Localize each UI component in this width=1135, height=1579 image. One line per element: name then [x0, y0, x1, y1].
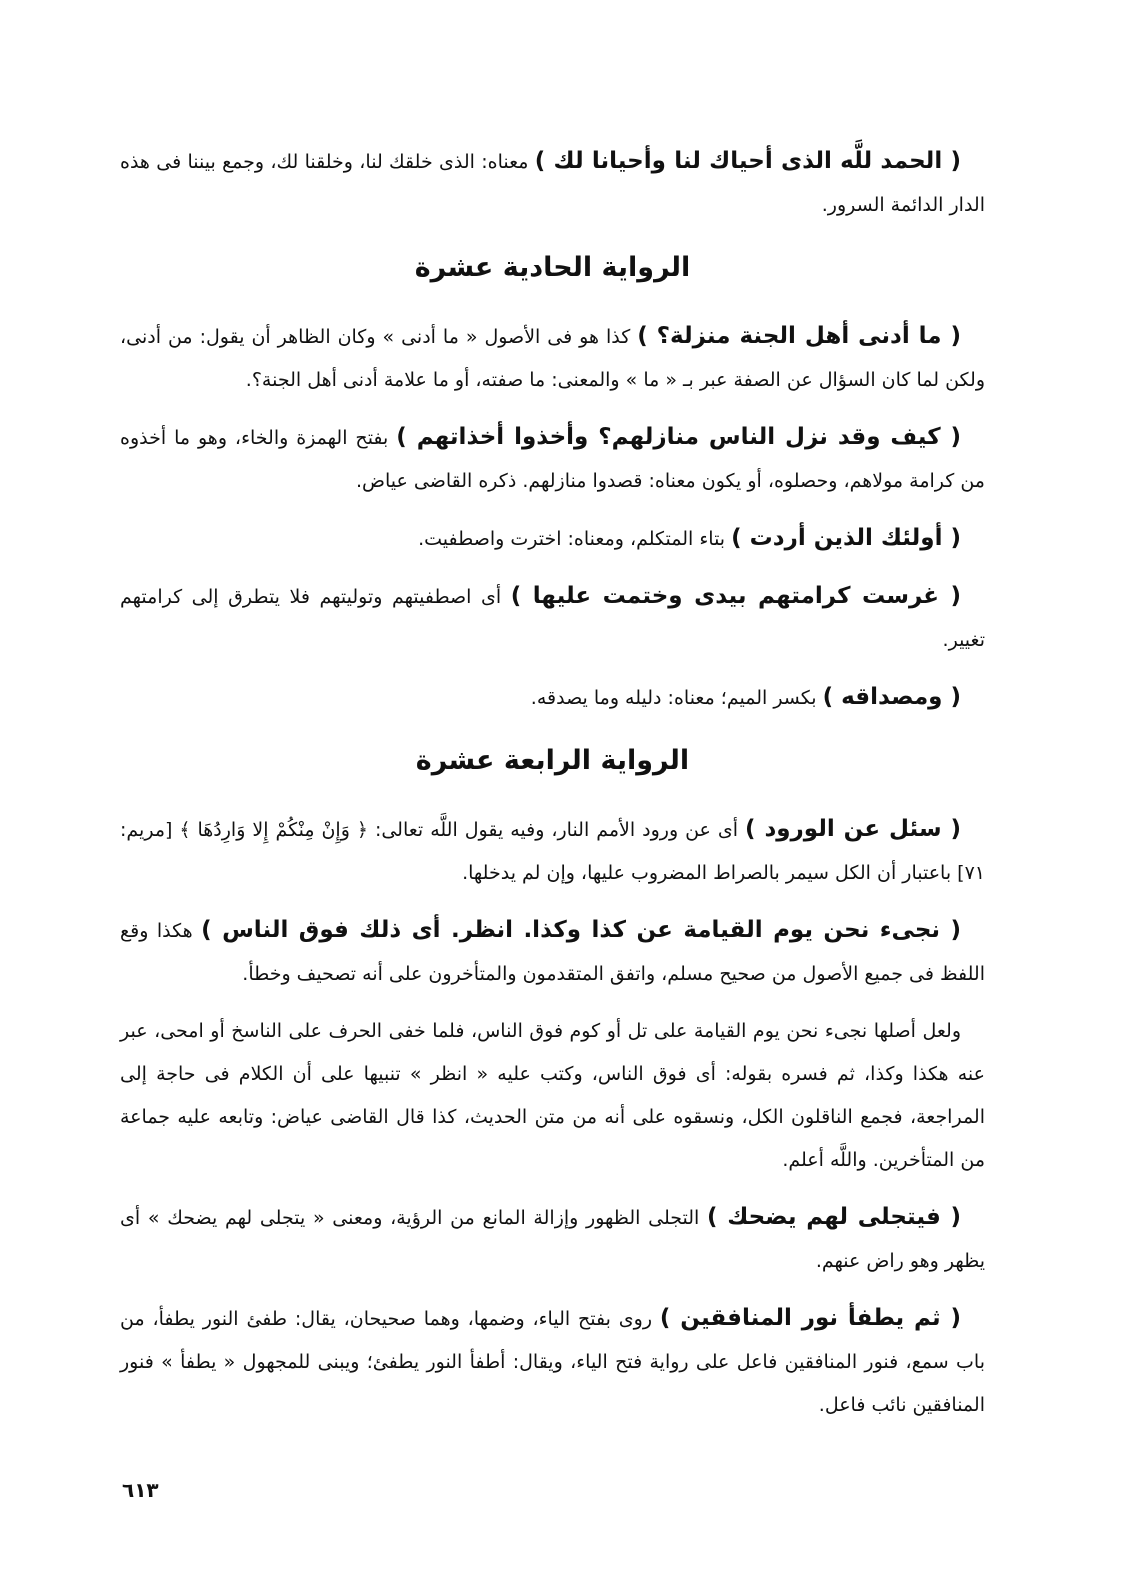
commentary: بكسر الميم؛ معناه: دليله وما يصدقه. — [530, 687, 823, 709]
entry-paragraph — [120, 416, 985, 503]
page-number: ٦١٣ — [122, 1478, 159, 1502]
entry-paragraph — [120, 575, 985, 662]
entry-paragraph — [120, 1196, 985, 1283]
entry-paragraph — [120, 676, 985, 720]
lemma: ( ما أدنى أهل الجنة منزلة؟ ) — [637, 323, 961, 349]
lemma: ( سئل عن الورود ) — [745, 816, 962, 842]
entry-paragraph — [120, 517, 985, 561]
entry-paragraph — [120, 315, 985, 402]
commentary: كذا هو فى الأصول « ما أدنى » وكان الظاهر أن يقول: من أدنى، ولكن لما كان السؤال عن الصفة عبر بـ « ما » والمعنى: ما صفته، أو ما علامة أدنى أهل الجنة؟. — [120, 326, 985, 391]
lemma: ( الحمد للَّه الذى أحياك لنا وأحيانا لك ) — [534, 148, 961, 174]
commentary: بتاء المتكلم، ومعناه: اخترت واصطفيت. — [418, 528, 732, 550]
commentary: هكذا وقع اللفظ فى جميع الأصول من صحيح مسلم، واتفق المتقدمون والمتأخرون على أنه تصحيف وخطأ. — [120, 920, 985, 985]
lemma: ( نجىء نحن يوم القيامة عن كذا وكذا. انظر. أى ذلك فوق الناس ) — [201, 917, 961, 943]
commentary: روى بفتح الياء، وضمها، وهما صحيحان، يقال: طفئ النور يطفأ، من باب سمع، فنور المنافقين فاعل على رواية فتح الياء، ويقال: أطفأ النور يطفئ؛ ويبنى للمجهول « يطفأ » فنور المنافقين نائب فاعل. — [120, 1308, 985, 1416]
section-heading: الرواية الحادية عشرة — [414, 252, 691, 283]
commentary: بفتح الهمزة والخاء، وهو ما أخذوه من كرامة مولاهم، وحصلوه، أو يكون معناه: قصدوا منازلهم. ذكره القاضى عياض. — [120, 427, 985, 492]
commentary: معناه: الذى خلقك لنا، وخلقنا لك، وجمع بيننا فى هذه الدار الدائمة السرور. — [120, 151, 985, 216]
section-heading: الرواية الرابعة عشرة — [415, 745, 690, 776]
lemma: ( ومصداقه ) — [822, 684, 961, 710]
lemma: ( فيتجلى لهم يضحك ) — [707, 1204, 961, 1230]
commentary: التجلى الظهور وإزالة المانع من الرؤية، ومعنى « يتجلى لهم يضحك » أى يظهر وهو راض عنهم. — [120, 1207, 985, 1272]
commentary: أى اصطفيتهم وتوليتهم فلا يتطرق إلى كرامتهم تغيير. — [120, 586, 985, 651]
plain-paragraph — [120, 1010, 985, 1182]
entry-paragraph — [120, 909, 985, 996]
page-body — [120, 140, 985, 1441]
entry-paragraph — [120, 1297, 985, 1427]
lemma: ( أولئك الذين أردت ) — [731, 525, 961, 551]
lemma: ( كيف وقد نزل الناس منازلهم؟ وأخذوا أخذاتهم ) — [396, 424, 961, 450]
lemma: ( ثم يطفأ نور المنافقين ) — [659, 1305, 961, 1331]
commentary: ولعل أصلها نجىء نحن يوم القيامة على تل أو كوم فوق الناس، فلما خفى الحرف على الناسخ أو امحى، عبر عنه هكذا وكذا، ثم فسره بقوله: أى فوق الناس، وكتب عليه « انظر » تنبيها على أن الكلام فى حاجة إلى المراجعة، فجمع الناقلون الكل، ونسقوه على أنه من متن الحديث، كذا قال القاضى عياض: وتابعه عليه جماعة من المتأخرين. واللَّه أعلم. — [120, 1020, 985, 1171]
commentary: أى عن ورود الأمم النار، وفيه يقول اللَّه تعالى: ﴿ وَإِنْ مِنْكُمْ إِلا وَارِدُهَا ﴾ [مريم: ٧١] باعتبار أن الكل سيمر بالصراط المضروب عليها، وإن لم يدخلها. — [120, 819, 985, 884]
entry-paragraph — [120, 808, 985, 895]
entry-paragraph — [120, 140, 985, 227]
lemma: ( غرست كرامتهم بيدى وختمت عليها ) — [510, 583, 961, 609]
